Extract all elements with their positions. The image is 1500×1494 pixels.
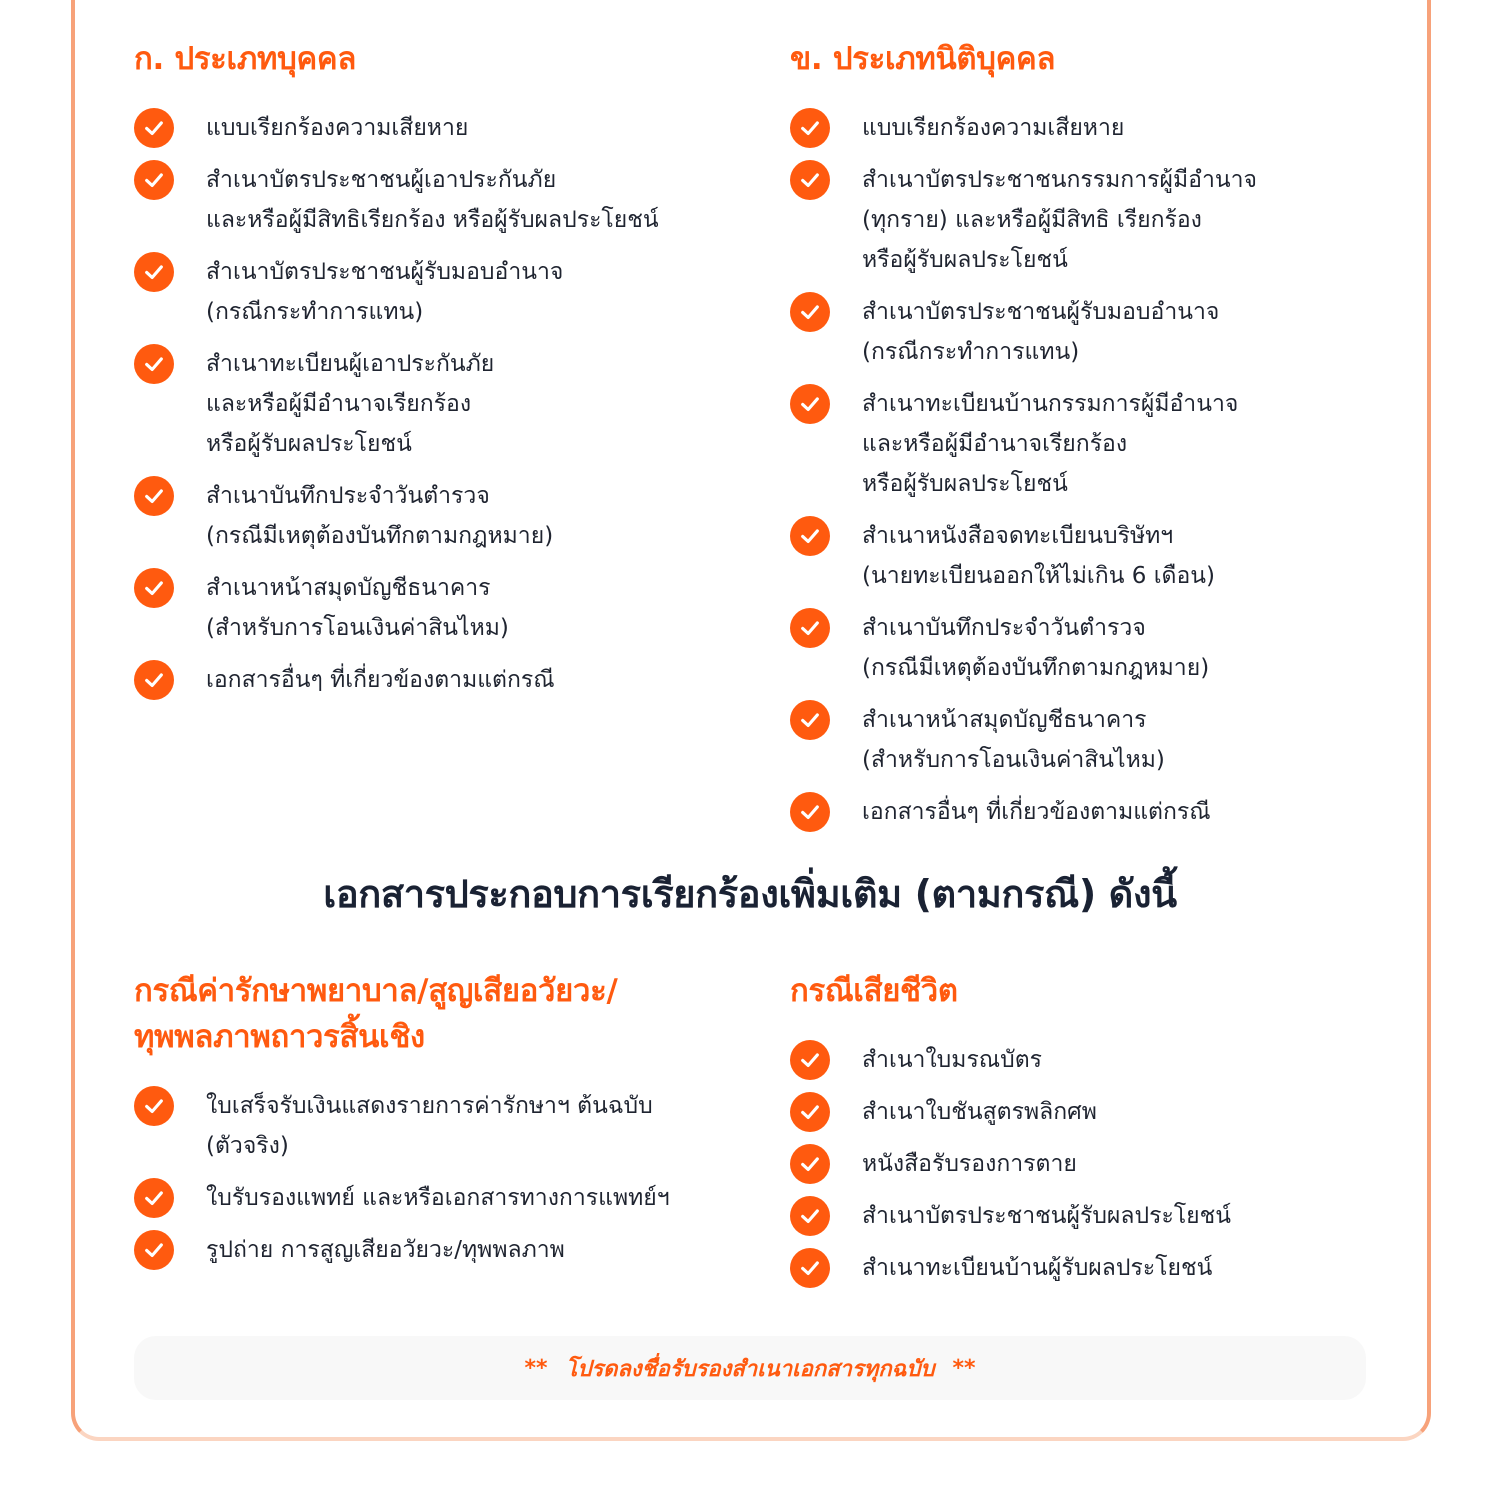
check-circle-icon bbox=[134, 660, 174, 700]
checklist-item bbox=[134, 568, 734, 648]
checklist-item bbox=[790, 1144, 1390, 1184]
checklist-item-text: สำเนาทะเบียนผู้เอาประกันภัย และหรือผู้มีอำนาจเรียกร้อง หรือผู้รับผลประโยชน์ bbox=[206, 351, 495, 457]
checklist-item bbox=[134, 108, 734, 148]
check-circle-icon bbox=[790, 792, 830, 832]
checklist-item bbox=[134, 160, 734, 240]
check-circle-icon bbox=[134, 344, 174, 384]
check-circle-icon bbox=[134, 160, 174, 200]
checklist-item bbox=[790, 292, 1390, 372]
check-circle-icon bbox=[790, 1092, 830, 1132]
checklist-item-text: สำเนาหน้าสมุดบัญชีธนาคาร (สำหรับการโอนเงินค่าสินไหม) bbox=[206, 575, 509, 641]
section-title: ก. ประเภทบุคคล bbox=[134, 41, 357, 77]
checklist-item-text: ใบรับรองแพทย์ และหรือเอกสารทางการแพทย์ฯ bbox=[206, 1185, 670, 1211]
check-circle-icon bbox=[134, 1086, 174, 1126]
check-circle-icon bbox=[790, 516, 830, 556]
check-circle-icon bbox=[790, 1040, 830, 1080]
checklist-item bbox=[134, 1178, 734, 1218]
check-circle-icon bbox=[790, 1196, 830, 1236]
section-title: กรณีค่ารักษาพยาบาล/สูญเสียอวัยวะ/ ทุพพลภาพถาวรสิ้นเชิง bbox=[134, 973, 618, 1055]
check-circle-icon bbox=[134, 252, 174, 292]
checklist-item bbox=[790, 1040, 1390, 1080]
certify-note bbox=[134, 1336, 1366, 1400]
checklist-item-text: สำเนาหนังสือจดทะเบียนบริษัทฯ (นายทะเบียนออกให้ไม่เกิน 6 เดือน) bbox=[862, 523, 1216, 589]
note-text: โปรดลงชื่อรับรองสำเนาเอกสารทุกฉบับ bbox=[565, 1356, 935, 1382]
checklist-item-text: หนังสือรับรองการตาย bbox=[862, 1151, 1077, 1177]
check-circle-icon bbox=[790, 384, 830, 424]
check-circle-icon bbox=[790, 108, 830, 148]
checklist-item-text: สำเนาบันทึกประจำวันตำรวจ (กรณีมีเหตุต้องบันทึกตามกฎหมาย) bbox=[862, 615, 1210, 681]
checklist-item-text: สำเนาหน้าสมุดบัญชีธนาคาร (สำหรับการโอนเงินค่าสินไหม) bbox=[862, 707, 1165, 773]
check-circle-icon bbox=[134, 1230, 174, 1270]
check-circle-icon bbox=[790, 608, 830, 648]
check-circle-icon bbox=[790, 1144, 830, 1184]
checklist-item bbox=[790, 108, 1390, 148]
checklist-item bbox=[790, 516, 1390, 596]
section-medical bbox=[134, 968, 734, 1282]
checklist-item bbox=[790, 1092, 1390, 1132]
checklist-item-text: สำเนาบัตรประชาชนผู้เอาประกันภัย และหรือผู้มีสิทธิเรียกร้อง หรือผู้รับผลประโยชน์ bbox=[206, 167, 659, 233]
checklist bbox=[134, 1086, 734, 1270]
checklist-item-text: สำเนาบัตรประชาชนผู้รับมอบอำนาจ (กรณีกระทำการแทน) bbox=[862, 299, 1220, 365]
section-title: ข. ประเภทนิติบุคคล bbox=[790, 41, 1056, 77]
checklist-item bbox=[134, 344, 734, 464]
checklist-item bbox=[790, 160, 1390, 280]
section-title: กรณีเสียชีวิต bbox=[790, 973, 958, 1009]
checklist-item bbox=[790, 608, 1390, 688]
checklist-item bbox=[790, 384, 1390, 504]
checklist-item bbox=[134, 1230, 734, 1270]
check-circle-icon bbox=[134, 108, 174, 148]
checklist-item bbox=[134, 476, 734, 556]
checklist-item-text: สำเนาทะเบียนบ้านกรรมการผู้มีอำนาจ และหรือผู้มีอำนาจเรียกร้อง หรือผู้รับผลประโยชน์ bbox=[862, 391, 1239, 497]
section-individual bbox=[134, 36, 734, 712]
checklist-item bbox=[134, 660, 734, 700]
checklist-item-text: สำเนาใบชันสูตรพลิกศพ bbox=[862, 1099, 1097, 1125]
checklist-item-text: สำเนาบัตรประชาชนผู้รับมอบอำนาจ (กรณีกระทำการแทน) bbox=[206, 259, 564, 325]
checklist-item-text: สำเนาทะเบียนบ้านผู้รับผลประโยชน์ bbox=[862, 1255, 1213, 1281]
check-circle-icon bbox=[790, 1248, 830, 1288]
checklist-item bbox=[790, 792, 1390, 832]
check-circle-icon bbox=[134, 1178, 174, 1218]
checklist-item-text: สำเนาบันทึกประจำวันตำรวจ (กรณีมีเหตุต้องบันทึกตามกฎหมาย) bbox=[206, 483, 554, 549]
check-circle-icon bbox=[134, 476, 174, 516]
checklist-item bbox=[790, 1248, 1390, 1288]
checklist-item-text: ใบเสร็จรับเงินแสดงรายการค่ารักษาฯ ต้นฉบับ (ตัวจริง) bbox=[206, 1093, 653, 1159]
section-death bbox=[790, 968, 1390, 1300]
checklist-item bbox=[134, 1086, 734, 1166]
checklist-item bbox=[134, 252, 734, 332]
checklist-item bbox=[790, 1196, 1390, 1236]
checklist-item-text: แบบเรียกร้องความเสียหาย bbox=[862, 115, 1125, 141]
checklist-item-text: เอกสารอื่นๆ ที่เกี่ยวข้องตามแต่กรณี bbox=[206, 667, 555, 693]
checklist bbox=[134, 108, 734, 700]
note-stars-left: ** bbox=[524, 1355, 548, 1381]
additional-documents-heading: เอกสารประกอบการเรียกร้องเพิ่มเติม (ตามกรณี) ดังนี้ bbox=[323, 872, 1177, 916]
checklist-item-text: เอกสารอื่นๆ ที่เกี่ยวข้องตามแต่กรณี bbox=[862, 799, 1211, 825]
checklist-item-text: รูปถ่าย การสูญเสียอวัยวะ/ทุพพลภาพ bbox=[206, 1237, 565, 1263]
checklist bbox=[790, 108, 1390, 832]
check-circle-icon bbox=[790, 292, 830, 332]
checklist-item-text: สำเนาบัตรประชาชนกรรมการผู้มีอำนาจ (ทุกราย) และหรือผู้มีสิทธิ เรียกร้อง หรือผู้รับผลประโยชน์ bbox=[862, 167, 1257, 273]
check-circle-icon bbox=[134, 568, 174, 608]
check-circle-icon bbox=[790, 700, 830, 740]
note-stars-right: ** bbox=[952, 1355, 976, 1381]
checklist-item-text: แบบเรียกร้องความเสียหาย bbox=[206, 115, 469, 141]
checklist-item bbox=[790, 700, 1390, 780]
checklist-item-text: สำเนาใบมรณบัตร bbox=[862, 1047, 1043, 1073]
check-circle-icon bbox=[790, 160, 830, 200]
checklist-item-text: สำเนาบัตรประชาชนผู้รับผลประโยชน์ bbox=[862, 1203, 1231, 1229]
section-juristic bbox=[790, 36, 1390, 844]
checklist bbox=[790, 1040, 1390, 1288]
